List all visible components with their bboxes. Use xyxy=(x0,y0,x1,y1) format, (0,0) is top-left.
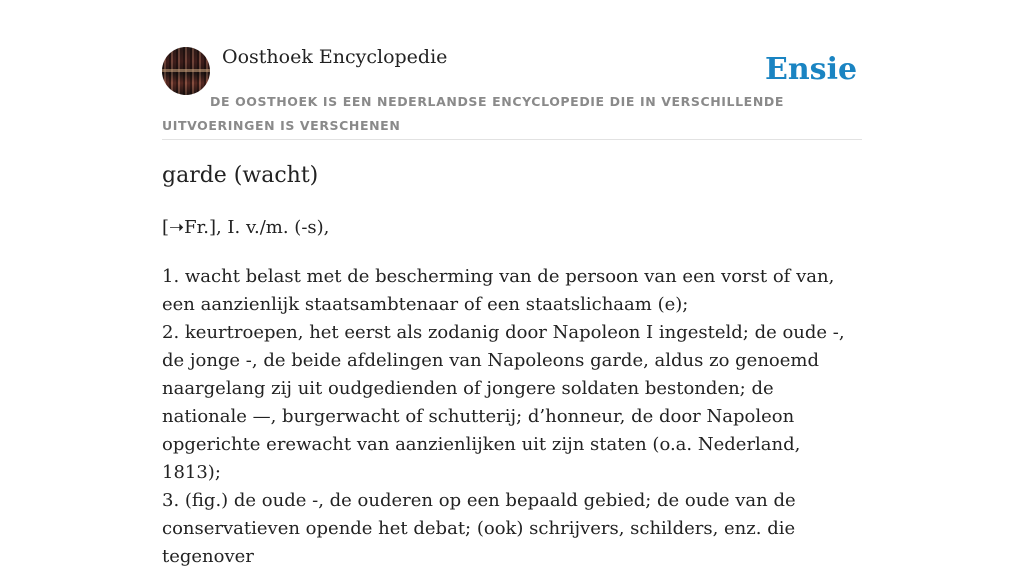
entry-title: garde (wacht) xyxy=(162,163,319,188)
site-avatar[interactable] xyxy=(162,47,210,95)
site-name[interactable]: Oosthoek Encyclopedie xyxy=(222,46,448,68)
site-tagline: DE OOSTHOEK IS EEN NEDERLANDSE ENCYCLOPEDIE DIE IN VERSCHILLENDE UITVOERINGEN IS VERSCHENEN xyxy=(162,94,784,133)
definition-item: 1. wacht belast met de bescherming van de persoon van een vorst of van, een aanzienlijk staatsambtenaar of een staatslichaam (e); xyxy=(162,266,835,315)
entry-etymology: [➝Fr.], I. v./m. (-s), xyxy=(162,217,330,238)
header-divider xyxy=(162,139,862,140)
definition-item: 3. (fig.) de oude -, de ouderen op een bepaald gebied; de oude van de conservatieven opende het debat; (ook) schrijvers, schilders, enz. die tegenover xyxy=(162,490,796,567)
shelf-decoration xyxy=(162,69,210,72)
definition-item: 2. keurtroepen, het eerst als zodanig door Napoleon I ingesteld; de oude -, de jonge -, de beide afdelingen van Napoleons garde, aldus zo genoemd naargelang zij uit oudgedienden of jongere soldaten bestonden; de nationale —, burgerwacht of schutterij; d’honneur, de door Napoleon opgerichte erewacht van aanzienlijken uit zijn staten (o.a. Nederland, 1813); xyxy=(162,322,845,483)
entry-definition xyxy=(162,263,862,571)
brand-logo-link[interactable]: Ensie xyxy=(765,52,858,87)
